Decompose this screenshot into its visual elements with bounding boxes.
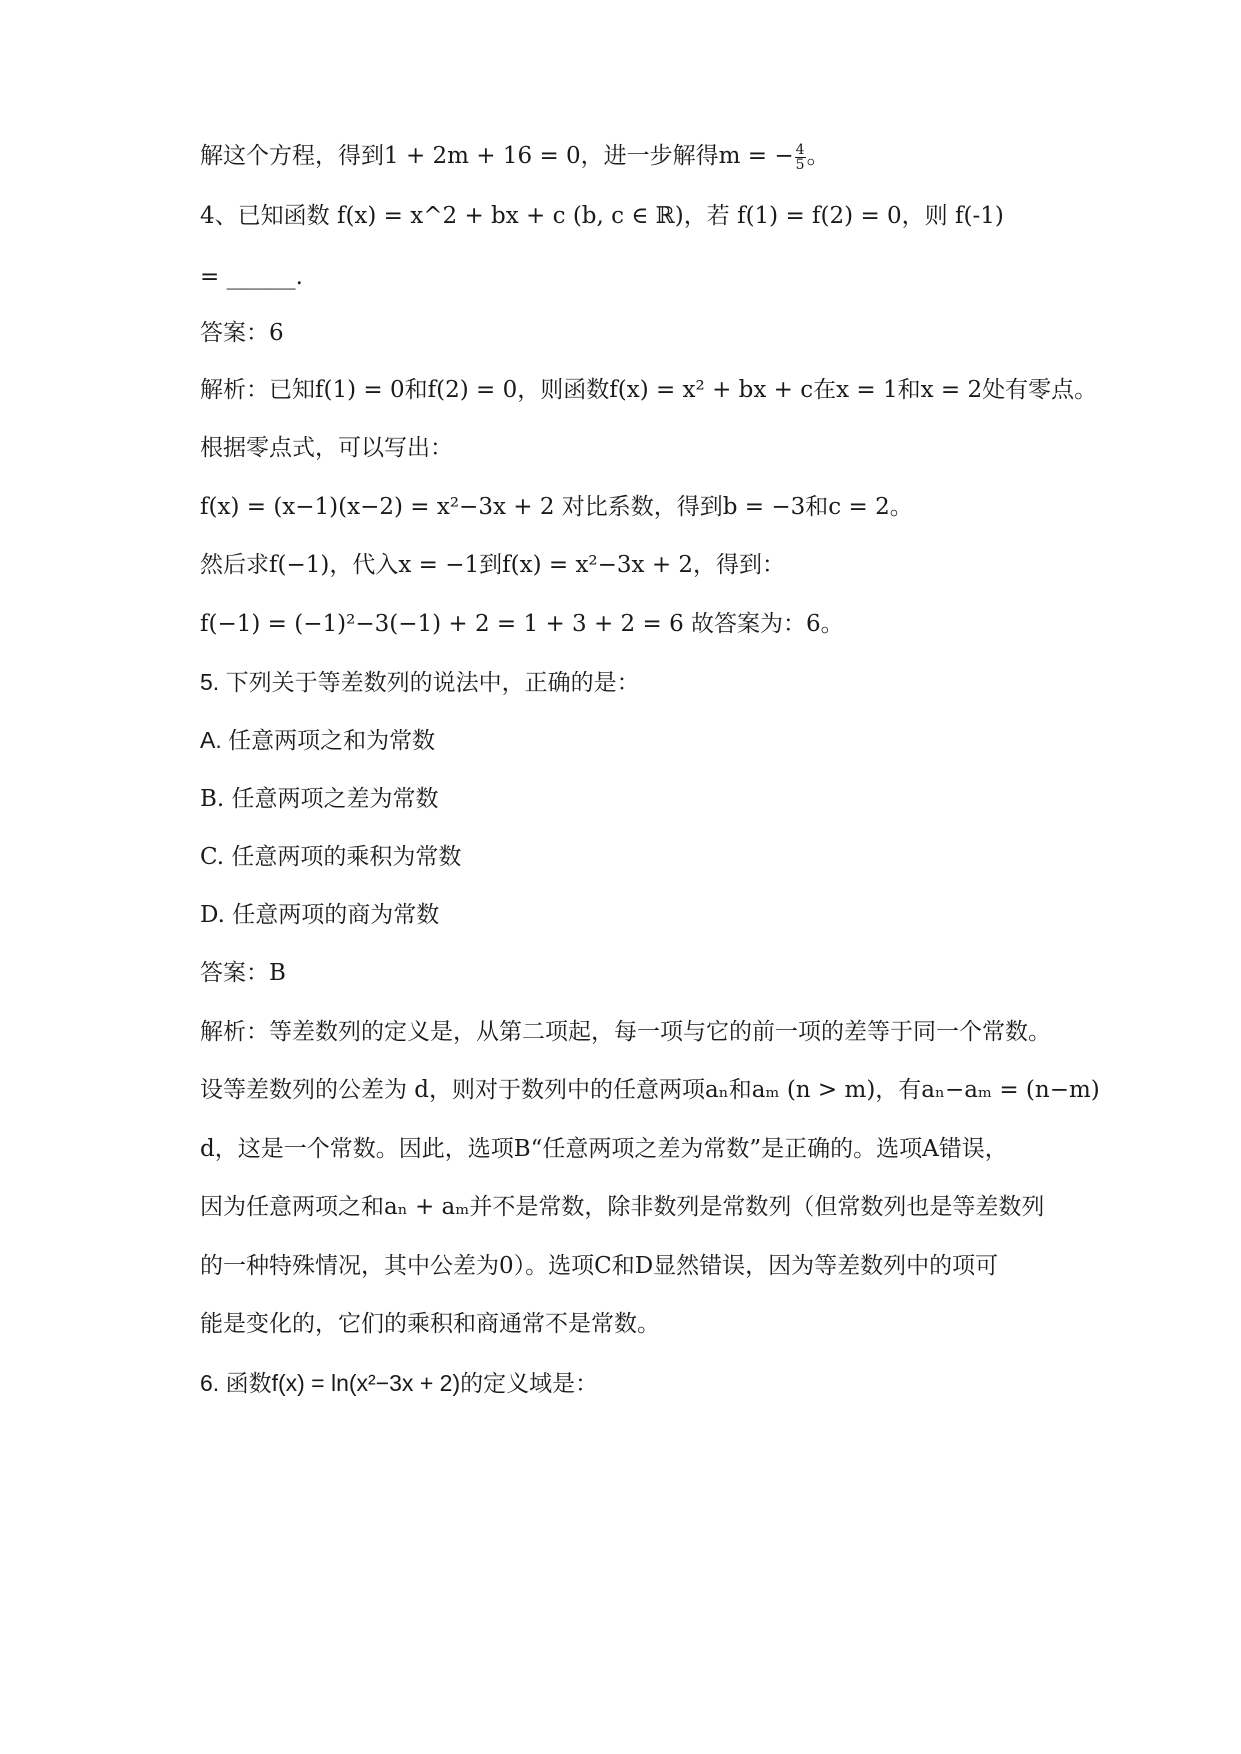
- question-4-analysis-5: f(−1) = (−1)²−3(−1) + 2 = 1 + 3 + 2 = 6 故答案为：6。: [200, 611, 844, 637]
- question-5-answer: 答案：B: [200, 960, 286, 986]
- option-b: B. 任意两项之差为常数: [200, 786, 439, 812]
- question-5-analysis-6: 能是变化的，它们的乘积和商通常不是常数。: [200, 1311, 660, 1337]
- question-4-analysis-3: f(x) = (x−1)(x−2) = x²−3x + 2 对比系数，得到b = −3和c = 2。: [200, 494, 913, 520]
- solution-line-m-value: [200, 141, 1100, 172]
- question-5-analysis-3: d，这是一个常数。因此，选项B“任意两项之差为常数”是正确的。选项A错误，: [200, 1136, 1008, 1162]
- question-5-analysis-4: 因为任意两项之和aₙ + aₘ并不是常数，除非数列是常数列（但常数列也是等差数列: [200, 1194, 1045, 1220]
- fraction-denominator: 5: [795, 156, 805, 173]
- question-5-analysis-5: 的一种特殊情况，其中公差为0）。选项C和D显然错误，因为等差数列中的项可: [200, 1253, 999, 1279]
- question-4-blank: = ______.: [200, 264, 303, 290]
- equation-text: 解这个方程，得到1 + 2m + 16 = 0，进一步解得m = −: [200, 143, 794, 169]
- question-6-stem: 6. 函数f(x) = ln(x²−3x + 2)的定义域是：: [200, 1370, 599, 1396]
- fraction-numerator: 4: [795, 141, 805, 158]
- period: 。: [806, 143, 830, 169]
- question-4-answer: 答案：6: [200, 320, 284, 346]
- option-a: A. 任意两项之和为常数: [200, 727, 436, 753]
- option-c: C. 任意两项的乘积为常数: [200, 844, 462, 870]
- option-d: D. 任意两项的商为常数: [200, 902, 440, 928]
- question-5-analysis-2: 设等差数列的公差为 d，则对于数列中的任意两项aₙ和aₘ (n > m)，有aₙ−aₘ = (n−m): [200, 1077, 1100, 1103]
- question-5-stem: 5. 下列关于等差数列的说法中，正确的是：: [200, 669, 640, 695]
- question-5-analysis-1: 解析：等差数列的定义是，从第二项起，每一项与它的前一项的差等于同一个常数。: [200, 1019, 1051, 1045]
- question-4-stem: 4、已知函数 f(x) = x^2 + bx + c (b, c ∈ ℝ)，若 f(1) = f(2) = 0，则 f(-1): [200, 203, 1004, 229]
- question-4-analysis-2: 根据零点式，可以写出：: [200, 435, 453, 461]
- question-4-analysis-4: 然后求f(−1)，代入x = −1到f(x) = x²−3x + 2，得到：: [200, 552, 786, 578]
- fraction-four-fifths: [795, 143, 806, 172]
- question-4-analysis-1: 解析：已知f(1) = 0和f(2) = 0，则函数f(x) = x² + bx + c在x = 1和x = 2处有零点。: [200, 377, 1098, 403]
